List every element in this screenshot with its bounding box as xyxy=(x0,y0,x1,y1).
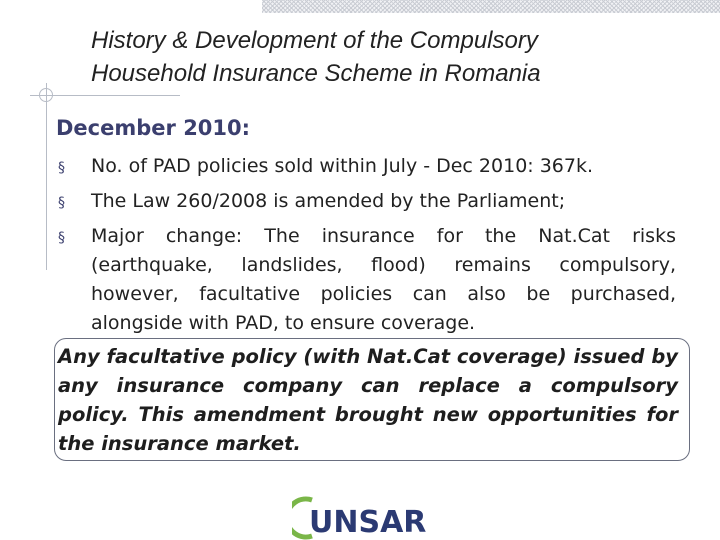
list-item xyxy=(56,187,676,216)
bullet-icon: § xyxy=(58,160,65,176)
section-heading: December 2010: xyxy=(56,116,251,140)
list-item xyxy=(56,152,676,181)
bullet-text: The Law 260/2008 is amended by the Parliament; xyxy=(91,190,566,212)
title-line-2: Household Insurance Scheme in Romania xyxy=(91,60,541,87)
list-item xyxy=(56,222,676,338)
logo-text: UNSAR xyxy=(309,505,427,540)
unsar-logo xyxy=(292,494,432,540)
bullet-icon: § xyxy=(58,230,65,246)
callout-text: Any facultative policy (with Nat.Cat coverage) issued by any insurance company can replace a compulsory policy. This amendment brought new opportunities for the insurance market. xyxy=(58,345,678,455)
slide-title xyxy=(91,24,701,90)
bullet-icon: § xyxy=(58,195,65,211)
crosshair-ornament xyxy=(39,88,53,102)
vertical-rule xyxy=(46,83,47,270)
title-line-1: History & Development of the Compulsory xyxy=(91,27,538,54)
bullet-list xyxy=(56,152,676,344)
top-decorative-pattern xyxy=(262,0,720,13)
bullet-text: Major change: The insurance for the Nat.Cat risks (earthquake, landslides, flood) remains compulsory, however, facultative policies can also be purchased, alongside with PAD, to ensure coverage. xyxy=(91,225,676,334)
bullet-text: No. of PAD policies sold within July - Dec 2010: 367k. xyxy=(91,155,594,177)
